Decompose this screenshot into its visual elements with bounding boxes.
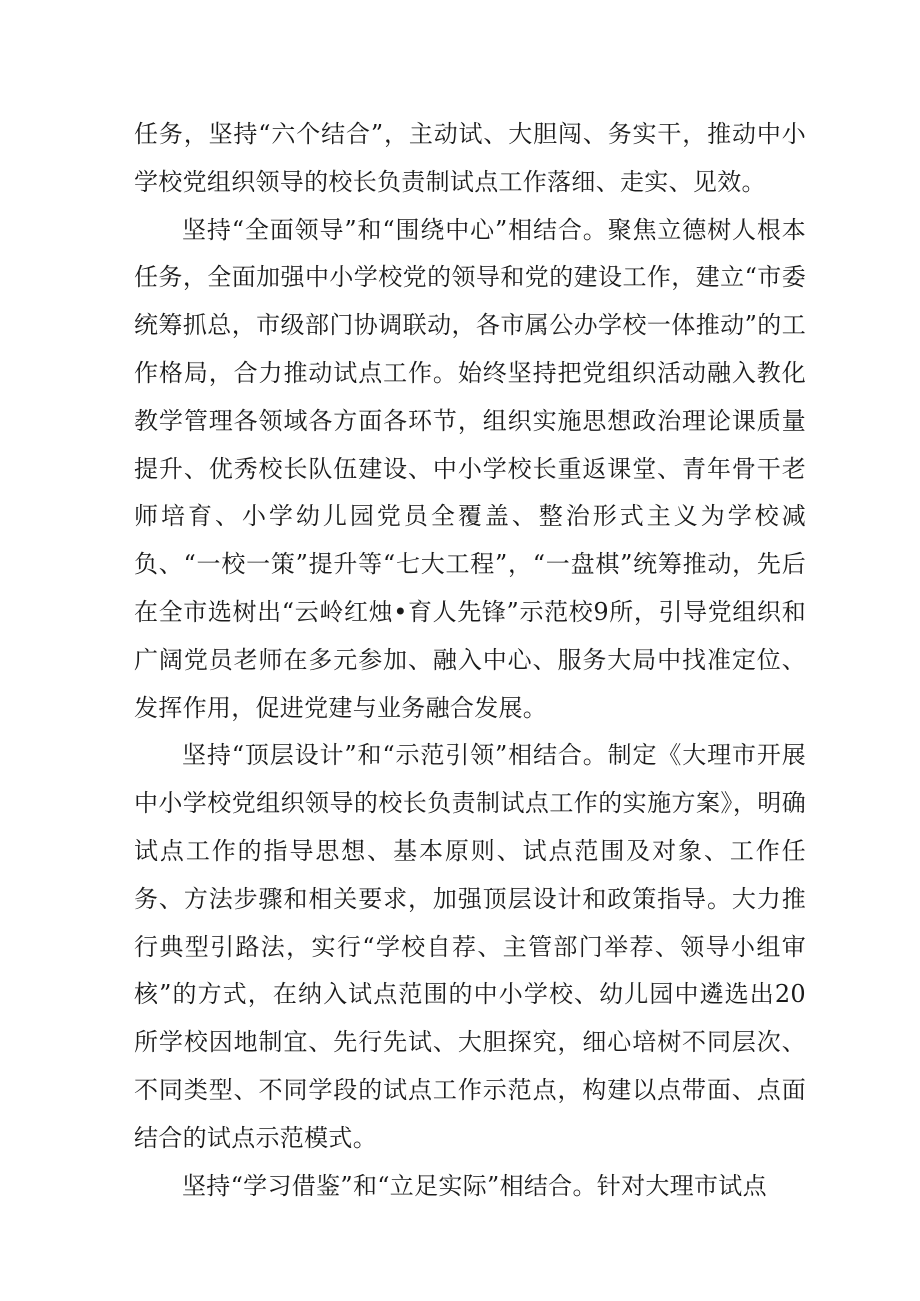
- paragraph-comprehensive-leadership: 坚持“全面领导”和“围绕中心”相结合。聚焦立德树人根本任务，全面加强中小学校党的领导和党的建设工作，建立“市委统筹抓总，市级部门协调联动，各市属公办学校一体推动”的工作格局，合力推动试点工作。始终坚持把党组织活动融入教化教学管理各领域各方面各环节，组织实施思想政治理论课质量提升、优秀校长队伍建设、中小学校长重返课堂、青年骨干老师培育、小学幼儿园党员全覆盖、整治形式主义为学校减负、“一校一策”提升等“七大工程”，“一盘棋”统筹推动，先后在全市选树出“云岭红烛•育人先锋”示范校9所，引导党组织和广阔党员老师在多元参加、融入中心、服务大局中找准定位、发挥作用，促进党建与业务融合发展。: [134, 215, 806, 722]
- paragraph-learning-reference: 坚持“学习借鉴”和“立足实际”相结合。针对大理市试点: [182, 1171, 767, 1200]
- paragraph-continuation: 任务，坚持“六个结合”，主动试、大胆闯、务实干，推动中小学校党组织领导的校长负责制试点工作落细、走实、见效。: [134, 120, 806, 196]
- document-body: [134, 111, 806, 1210]
- paragraph-top-level-design: 坚持“顶层设计”和“示范引领”相结合。制定《大理市开展中小学校党组织领导的校长负责制试点工作的实施方案》，明确试点工作的指导思想、基本原则、试点范围及对象、工作任务、方法步骤和相关要求，加强顶层设计和政策指导。大力推行典型引路法，实行“学校自荐、主管部门举荐、领导小组审核”的方式，在纳入试点范围的中小学校、幼儿园中遴选出20所学校因地制宜、先行先试、大胆探究，细心培树不同层次、不同类型、不同学段的试点工作示范点，构建以点带面、点面结合的试点示范模式。: [134, 741, 806, 1152]
